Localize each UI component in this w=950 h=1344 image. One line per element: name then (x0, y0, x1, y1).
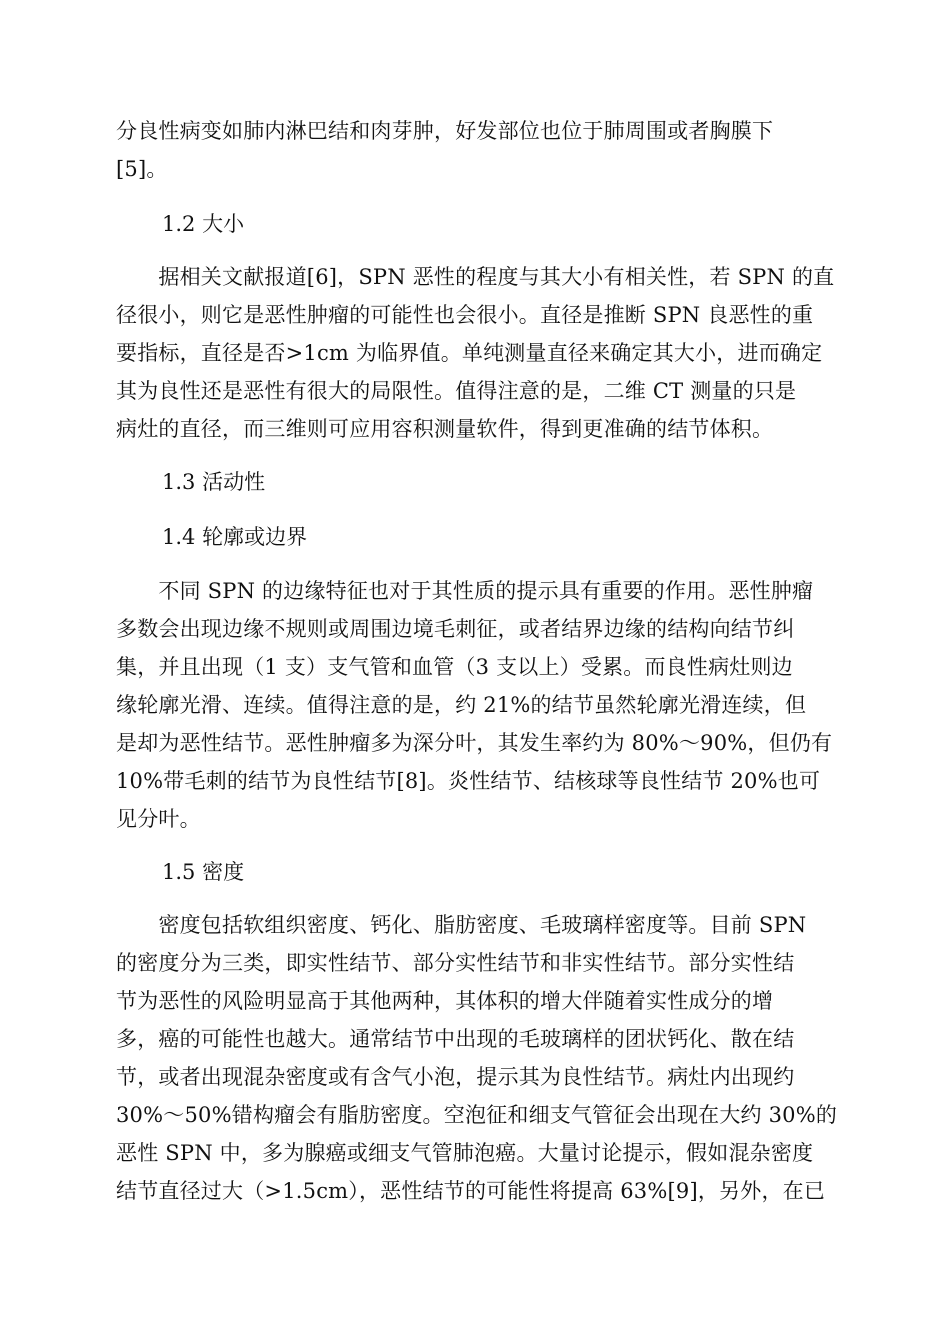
text-line: 的密度分为三类，即实性结节、部分实性结节和非实性结节。部分实性结 (116, 951, 795, 975)
text-line: 集，并且出现（1 支）支气管和血管（3 支以上）受累。而良性病灶则边 (116, 655, 793, 679)
text-line: 据相关文献报道[6]，SPN 恶性的程度与其大小有相关性，若 SPN 的直 (116, 265, 835, 289)
text-line: [5]。 (116, 157, 168, 181)
text-line: 分良性病变如肺内淋巴结和肉芽肿，好发部位也位于肺周围或者胸膜下 (116, 119, 774, 143)
paragraph-margin (116, 572, 836, 838)
paragraph-size (116, 258, 836, 448)
text-line: 病灶的直径，而三维则可应用容积测量软件，得到更准确的结节体积。 (116, 417, 774, 441)
text-line: 其为良性还是恶性有很大的局限性。值得注意的是，二维 CT 测量的只是 (116, 379, 797, 403)
text-line: 多，癌的可能性也越大。通常结节中出现的毛玻璃样的团状钙化、散在结 (116, 1027, 795, 1051)
text-line: 多数会出现边缘不规则或周围边境毛刺征，或者结界边缘的结构向结节纠 (116, 617, 795, 641)
text-line: 节为恶性的风险明显高于其他两种，其体积的增大伴随着实性成分的增 (116, 989, 774, 1013)
text-line: 结节直径过大（>1.5cm），恶性结节的可能性将提高 63%[9]，另外，在已 (116, 1179, 826, 1203)
text-line: 要指标，直径是否>1cm 为临界值。单纯测量直径来确定其大小，进而确定 (116, 341, 823, 365)
section-heading-1-2: 1.2 大小 (162, 212, 245, 236)
section-heading-1-4: 1.4 轮廓或边界 (162, 525, 308, 549)
paragraph-density (116, 906, 836, 1210)
text-line: 30%～50%错构瘤会有脂肪密度。空泡征和细支气管征会出现在大约 30%的 (116, 1103, 838, 1127)
paragraph-intro (116, 112, 836, 188)
text-line: 缘轮廓光滑、连续。值得注意的是，约 21%的结节虽然轮廓光滑连续，但 (116, 693, 807, 717)
text-line: 10%带毛刺的结节为良性结节[8]。炎性结节、结核球等良性结节 20%也可 (116, 769, 821, 793)
text-line: 径很小，则它是恶性肿瘤的可能性也会很小。直径是推断 SPN 良恶性的重 (116, 303, 814, 327)
section-heading-1-5: 1.5 密度 (162, 860, 245, 884)
section-heading-1-3: 1.3 活动性 (162, 470, 266, 494)
text-line: 不同 SPN 的边缘特征也对于其性质的提示具有重要的作用。恶性肿瘤 (116, 579, 814, 603)
text-line: 见分叶。 (116, 807, 201, 831)
text-line: 密度包括软组织密度、钙化、脂肪密度、毛玻璃样密度等。目前 SPN (116, 913, 807, 937)
text-line: 节，或者出现混杂密度或有含气小泡，提示其为良性结节。病灶内出现约 (116, 1065, 795, 1089)
text-line: 是却为恶性结节。恶性肿瘤多为深分叶，其发生率约为 80%～90%，但仍有 (116, 731, 833, 755)
text-line: 恶性 SPN 中，多为腺癌或细支气管肺泡癌。大量讨论提示，假如混杂密度 (116, 1141, 814, 1165)
